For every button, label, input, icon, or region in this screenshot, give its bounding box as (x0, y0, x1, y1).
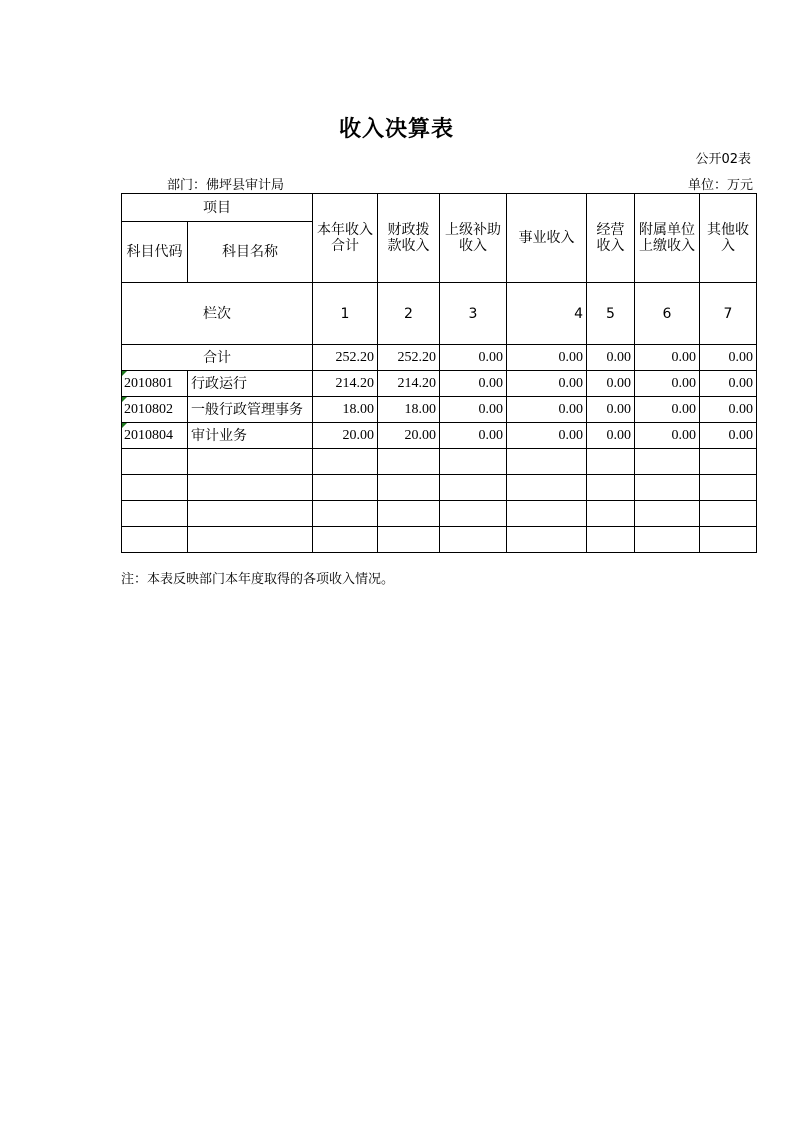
table-row (122, 371, 757, 397)
row-value: 214.20 (378, 371, 440, 397)
row-value: 0.00 (635, 371, 700, 397)
total-value: 252.20 (378, 345, 440, 371)
total-value: 0.00 (700, 345, 757, 371)
row-value: 0.00 (587, 423, 635, 449)
row-value: 0.00 (440, 371, 507, 397)
row-value: 0.00 (700, 397, 757, 423)
cell-marker-icon (122, 371, 127, 376)
cell-marker-icon (122, 423, 127, 428)
header-col-6: 附属单位上缴收入 (635, 194, 700, 283)
row-code: 2010804 (122, 423, 188, 449)
header-col-7: 其他收入 (700, 194, 757, 283)
unit-label: 单位：万元 (687, 178, 753, 193)
row-value: 0.00 (507, 397, 587, 423)
total-value: 0.00 (635, 345, 700, 371)
row-value: 20.00 (378, 423, 440, 449)
total-value: 252.20 (313, 345, 378, 371)
row-name: 一般行政管理事务 (188, 397, 313, 423)
row-value: 0.00 (700, 371, 757, 397)
total-value: 0.00 (440, 345, 507, 371)
row-value: 0.00 (440, 397, 507, 423)
row-value: 0.00 (700, 423, 757, 449)
row-value: 0.00 (507, 371, 587, 397)
table-row (122, 423, 757, 449)
column-index: 3 (440, 283, 507, 345)
header-code: 科目代码 (122, 222, 188, 283)
header-col-1: 本年收入合计 (313, 194, 378, 283)
column-index: 7 (700, 283, 757, 345)
row-value: 18.00 (313, 397, 378, 423)
row-value: 18.00 (378, 397, 440, 423)
column-index: 1 (313, 283, 378, 345)
row-name: 行政运行 (188, 371, 313, 397)
income-table (121, 193, 757, 553)
form-number: 公开02表 (695, 152, 751, 167)
row-value: 214.20 (313, 371, 378, 397)
row-value: 0.00 (587, 397, 635, 423)
empty-row (122, 527, 757, 553)
empty-row (122, 475, 757, 501)
total-value: 0.00 (587, 345, 635, 371)
empty-row (122, 501, 757, 527)
empty-row (122, 449, 757, 475)
row-code: 2010802 (122, 397, 188, 423)
row-value: 20.00 (313, 423, 378, 449)
header-col-2: 财政拨款收入 (378, 194, 440, 283)
column-index: 4 (507, 283, 587, 345)
row-value: 0.00 (587, 371, 635, 397)
row-code: 2010801 (122, 371, 188, 397)
total-row (122, 345, 757, 371)
row-value: 0.00 (507, 423, 587, 449)
header-col-4: 事业收入 (507, 194, 587, 283)
row-value: 0.00 (635, 397, 700, 423)
header-col-5: 经营收入 (587, 194, 635, 283)
header-project: 项目 (122, 194, 313, 222)
cell-marker-icon (122, 397, 127, 402)
header-name: 科目名称 (188, 222, 313, 283)
row-value: 0.00 (635, 423, 700, 449)
page-title: 收入决算表 (338, 117, 454, 142)
column-index: 5 (587, 283, 635, 345)
table-note: 注：本表反映部门本年度取得的各项收入情况。 (121, 572, 395, 587)
row-name: 审计业务 (188, 423, 313, 449)
row-value: 0.00 (440, 423, 507, 449)
column-index: 2 (378, 283, 440, 345)
column-index-label: 栏次 (122, 283, 313, 345)
total-value: 0.00 (507, 345, 587, 371)
header-col-3: 上级补助收入 (440, 194, 507, 283)
table-row (122, 397, 757, 423)
column-index: 6 (635, 283, 700, 345)
total-label: 合计 (122, 345, 313, 371)
department-label: 部门：佛坪县审计局 (167, 178, 285, 193)
